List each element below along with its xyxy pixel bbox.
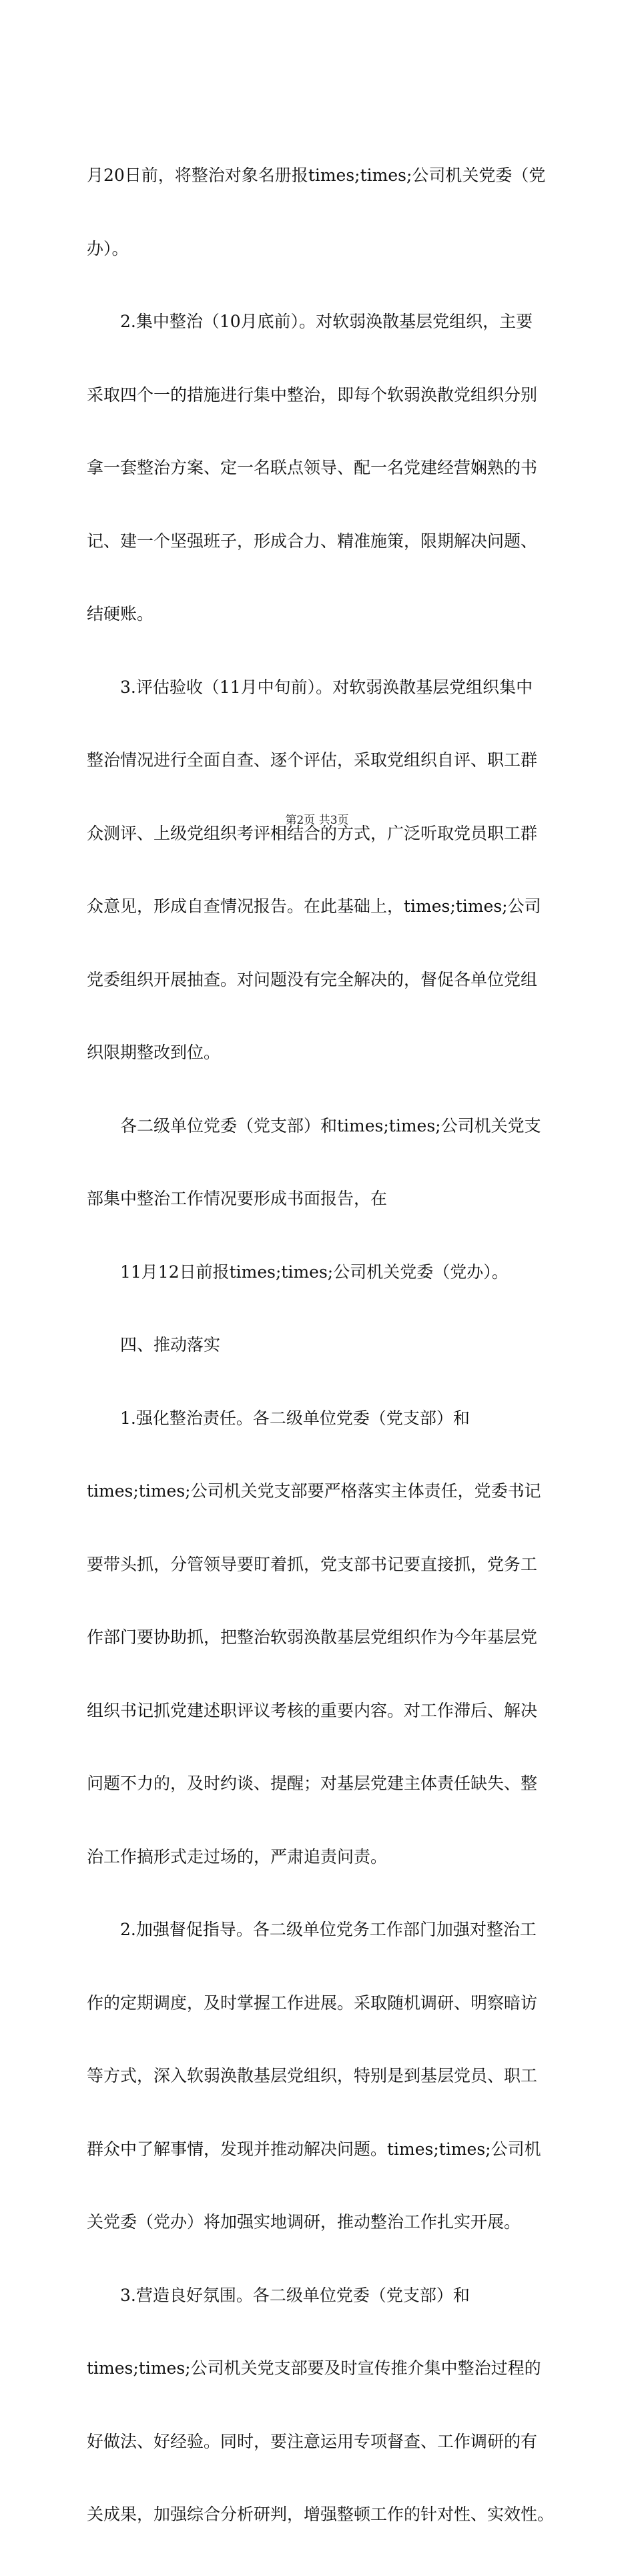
body-text <box>87 115 554 2576</box>
text-line: 好做法、好经验。同时，要注意运用专项督查、工作调研的有 <box>87 2431 538 2451</box>
text-line: times;times;公司机关党支部要严格落实主体责任，党委书记 <box>87 1481 541 1501</box>
document-body <box>87 115 554 2576</box>
text-line: 3.评估验收（11月中旬前）。对软弱涣散基层党组织集中 <box>87 677 533 697</box>
text-line: 关党委（党办）将加强实地调研，推动整治工作扎实开展。 <box>87 2212 521 2232</box>
text-line: 2.加强督促指导。各二级单位党务工作部门加强对整治工 <box>87 1920 537 1939</box>
text-line: 11月12日前报times;times;公司机关党委（党办）。 <box>87 1262 509 1282</box>
text-line: times;times;公司机关党支部要及时宣传推介集中整治过程的 <box>87 2358 541 2378</box>
text-line: 群众中了解事情，发现并推动解决问题。times;times;公司机 <box>87 2139 541 2159</box>
text-line: 治工作搞形式走过场的，严肃追责问责。 <box>87 1846 388 1866</box>
text-line: 作部门要协助抓，把整治软弱涣散基层党组织作为今年基层党 <box>87 1627 538 1647</box>
text-line: 织限期整改到位。 <box>87 1043 221 1062</box>
text-line: 拿一套整治方案、定一名联点领导、配一名党建经营娴熟的书 <box>87 458 538 477</box>
text-line: 组织书记抓党建述职评议考核的重要内容。对工作滞后、解决 <box>87 1700 538 1720</box>
text-line: 3.营造良好氛围。各二级单位党委（党支部）和 <box>87 2285 470 2305</box>
text-line: 办）。 <box>87 238 129 258</box>
text-line: 问题不力的，及时约谈、提醒；对基层党建主体责任缺失、整 <box>87 1774 538 1793</box>
section-heading: 四、推动落实 <box>87 1335 221 1354</box>
text-line: 要带头抓，分管领导要盯着抓，党支部书记要直接抓，党务工 <box>87 1554 538 1574</box>
text-line: 采取四个一的措施进行集中整治，即每个软弱涣散党组织分别 <box>87 384 538 405</box>
text-line: 关成果，加强综合分析研判，增强整顿工作的针对性、实效性。 <box>87 2505 555 2524</box>
text-line: 月20日前，将整治对象名册报times;times;公司机关党委（党 <box>87 166 546 185</box>
text-line: 2.集中整治（10月底前）。对软弱涣散基层党组织，主要 <box>87 312 533 331</box>
text-line: 结硬账。 <box>87 604 154 623</box>
text-line: 整治情况进行全面自查、逐个评估，采取党组织自评、职工群 <box>87 750 538 770</box>
text-line: 各二级单位党委（党支部）和times;times;公司机关党支 <box>87 1115 541 1135</box>
text-line: 1.强化整治责任。各二级单位党委（党支部）和 <box>87 1408 470 1428</box>
text-line: 众意见，形成自查情况报告。在此基础上，times;times;公司 <box>87 896 541 916</box>
text-line: 等方式，深入软弱涣散基层党组织，特别是到基层党员、职工 <box>87 2066 538 2085</box>
text-line: 众测评、上级党组织考评相结合的方式，广泛听取党员职工群 <box>87 823 538 843</box>
text-line: 记、建一个坚强班子，形成合力、精准施策，限期解决问题、 <box>87 531 538 551</box>
page-number-footer: 第2页 共3页 <box>285 814 349 827</box>
text-line: 党委组织开展抽查。对问题没有完全解决的，督促各单位党组 <box>87 969 538 989</box>
text-line: 部集中整治工作情况要形成书面报告，在 <box>87 1189 388 1208</box>
text-line: 作的定期调度，及时掌握工作进展。采取随机调研、明察暗访 <box>87 1993 538 2013</box>
